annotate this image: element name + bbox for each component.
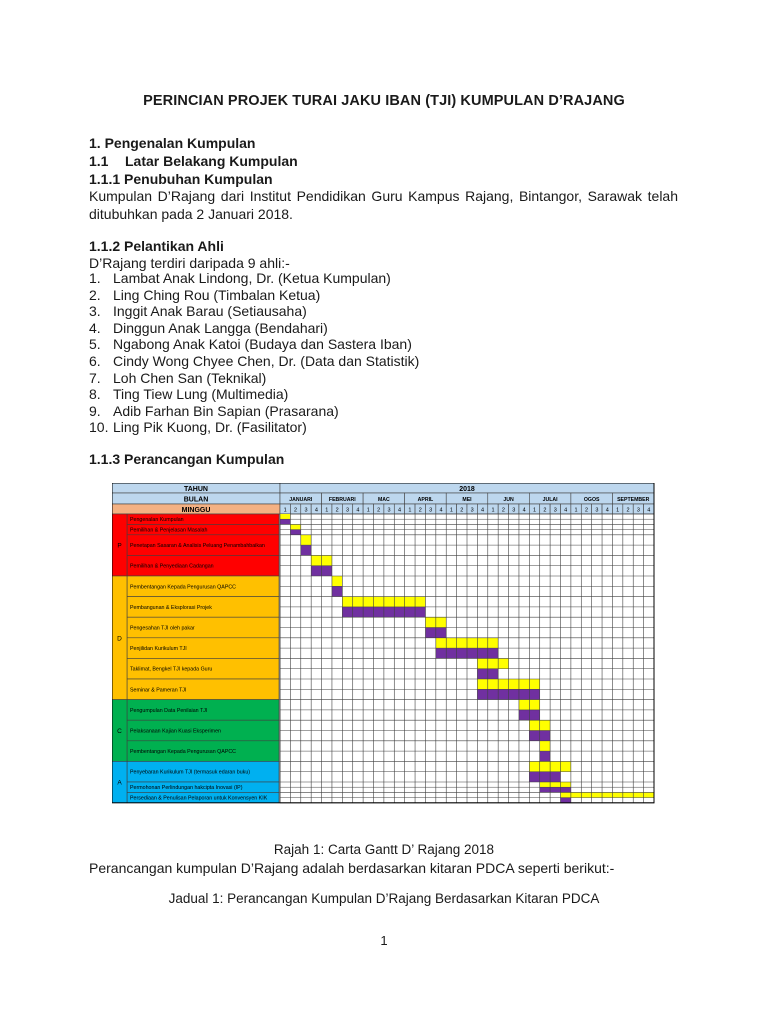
week-label: 1 xyxy=(408,507,412,514)
week-label: 1 xyxy=(574,507,578,514)
week-label: 2 xyxy=(418,507,422,514)
week-label: 4 xyxy=(356,507,360,514)
member-item xyxy=(89,419,419,436)
intro-paragraph-line-2: ditubuhkan pada 2 Januari 2018. xyxy=(89,206,293,222)
member-item xyxy=(89,270,419,287)
member-name: Inggit Anak Barau (Setiausaha) xyxy=(113,303,307,320)
month-label: SEPTEMBER xyxy=(617,497,650,503)
member-name: Loh Chen San (Teknikal) xyxy=(113,369,267,386)
plan-bar xyxy=(540,741,550,751)
week-label: 1 xyxy=(325,507,329,514)
member-item xyxy=(89,287,419,304)
page-number: 1 xyxy=(380,933,388,948)
plan-bar xyxy=(290,524,300,529)
member-name: Adib Farhan Bin Sapian (Prasarana) xyxy=(113,402,339,419)
week-label: 3 xyxy=(595,507,599,514)
task-label: Pengumpulan Data Penilaian TJI xyxy=(130,707,208,714)
week-label: 4 xyxy=(439,507,443,514)
section-heading-perancangan: 1.1.3 Perancangan Kumpulan xyxy=(89,451,285,467)
member-item xyxy=(89,370,419,387)
week-label: 1 xyxy=(491,507,495,514)
member-number: 1. xyxy=(89,270,101,286)
member-name: Ling Ching Rou (Timbalan Ketua) xyxy=(113,286,321,303)
week-label: 2 xyxy=(294,507,298,514)
member-number: 3. xyxy=(89,303,101,320)
section-heading-pelantikan: 1.1.2 Pelantikan Ahli xyxy=(89,238,224,254)
week-label: 4 xyxy=(605,507,609,514)
task-label: Pengesahan TJI oleh pakar xyxy=(130,625,195,632)
member-item xyxy=(89,303,419,320)
task-label: Pembentangan Kepada Pengurusan QAPCC xyxy=(130,584,237,591)
task-label: Permohonan Perlindungan hakcipta Inovasi (IP) xyxy=(130,785,243,792)
week-label: 3 xyxy=(512,507,516,514)
week-label: 4 xyxy=(314,507,318,514)
member-name: Cindy Wong Chyee Chen, Dr. (Data dan Statistik) xyxy=(113,352,420,369)
actual-bar xyxy=(290,530,300,535)
section-number-1-1: 1.1 xyxy=(89,153,109,169)
week-label: 4 xyxy=(481,507,485,514)
member-item xyxy=(89,336,419,353)
phase-code: A xyxy=(117,779,122,787)
week-label: 2 xyxy=(377,507,381,514)
header-tahun-label: TAHUN xyxy=(184,486,208,493)
actual-bar xyxy=(332,586,342,596)
member-list xyxy=(89,270,419,436)
task-label: Pembangunan & Eksplorasi Projek xyxy=(130,604,212,611)
month-label: OGOS xyxy=(583,497,600,503)
month-label: JUN xyxy=(503,497,514,503)
member-number: 8. xyxy=(89,386,101,403)
member-name: Dinggun Anak Langga (Bendahari) xyxy=(113,319,328,336)
week-label: 4 xyxy=(564,507,568,514)
header-year-label: 2018 xyxy=(459,486,475,493)
week-label: 2 xyxy=(460,507,464,514)
task-label: Penetapan Sasaran & Analisis Peluang Penambahbaikan xyxy=(130,543,265,550)
member-name: Ngabong Anak Katoi (Budaya dan Sastera Iban) xyxy=(113,336,412,353)
plan-bar xyxy=(332,576,342,586)
member-name: Ling Pik Kuong, Dr. (Fasilitator) xyxy=(113,419,307,436)
week-label: 4 xyxy=(522,507,526,514)
month-label: MAC xyxy=(377,497,390,503)
phase-code: D xyxy=(117,635,122,643)
member-item xyxy=(89,386,419,403)
member-item xyxy=(89,403,419,420)
task-label: Pengenalan Kumpulan xyxy=(130,517,184,524)
task-label: Pemilihan & Penyediaan Cadangan xyxy=(130,563,214,570)
actual-bar xyxy=(540,751,550,761)
month-label: FEBRUARI xyxy=(328,497,356,503)
section-heading-penubuhan: 1.1.1 Penubuhan Kumpulan xyxy=(89,171,273,187)
actual-bar xyxy=(280,519,290,524)
task-label: Pelaksanaan Kajian Kuasi Eksperimen xyxy=(130,728,221,735)
member-number: 5. xyxy=(89,336,101,353)
month-label: JANUARI xyxy=(289,497,313,503)
week-label: 2 xyxy=(584,507,589,514)
actual-bar xyxy=(540,787,571,792)
member-number: 6. xyxy=(89,352,101,369)
week-label: 3 xyxy=(387,507,391,514)
plan-bar xyxy=(561,792,655,797)
phase-code: P xyxy=(117,542,122,550)
week-label: 1 xyxy=(616,507,620,514)
week-label: 1 xyxy=(366,507,370,514)
week-label: 1 xyxy=(283,507,287,514)
week-label: 2 xyxy=(501,507,505,514)
task-label: Pembentangan Kepada Pengurusan QAPCC xyxy=(130,749,237,756)
gantt-chart xyxy=(112,483,656,841)
intro-paragraph-line-1: Kumpulan D’Rajang dari Institut Pendidikan Guru Kampus Rajang, Bintangor, Sarawak telah xyxy=(89,188,678,204)
task-label: Penjilidan Kurikulum TJI xyxy=(130,646,187,653)
month-label: APRIL xyxy=(417,497,434,503)
member-name: Lambat Anak Lindong, Dr. (Ketua Kumpulan) xyxy=(113,270,391,286)
table-caption: Jadual 1: Perancangan Kumpulan D’Rajang Berdasarkan Kitaran PDCA xyxy=(168,891,600,906)
plan-bar xyxy=(301,535,311,545)
member-name: Ting Tiew Lung (Multimedia) xyxy=(113,386,289,403)
week-label: 2 xyxy=(543,507,547,514)
member-number: 4. xyxy=(89,319,101,336)
member-number: 2. xyxy=(89,286,101,303)
plan-bar xyxy=(477,658,508,668)
task-label: Taklimat, Bengkel TJI kepada Guru xyxy=(130,666,213,673)
section-heading-pengenalan: 1. Pengenalan Kumpulan xyxy=(89,135,256,151)
week-label: 3 xyxy=(345,507,350,514)
actual-bar xyxy=(529,772,560,782)
week-label: 3 xyxy=(553,507,557,514)
member-number: 9. xyxy=(89,402,101,419)
week-label: 4 xyxy=(647,507,651,514)
header-minggu-label: MINGGU xyxy=(181,507,211,514)
member-number: 7. xyxy=(89,369,101,386)
actual-bar xyxy=(301,545,311,555)
document-title: PERINCIAN PROJEK TURAI JAKU IBAN (TJI) KUMPULAN D’RAJANG xyxy=(143,93,625,109)
member-item xyxy=(89,353,419,370)
plan-bar xyxy=(280,514,290,519)
week-label: 2 xyxy=(335,507,339,514)
task-label: Penyebaran Kurikulum TJI (termasuk edaran buku) xyxy=(130,769,251,776)
figure-caption: Rajah 1: Carta Gantt D’ Rajang 2018 xyxy=(273,842,495,857)
actual-bar xyxy=(561,798,571,803)
section-heading-latar-belakang: Latar Belakang Kumpulan xyxy=(125,153,298,169)
header-bulan-label: BULAN xyxy=(183,496,209,504)
task-label: Pemilihan & Penjelasan Masalah xyxy=(130,527,208,534)
phase-code: C xyxy=(117,728,122,735)
week-label: 3 xyxy=(304,507,308,514)
month-label: MEI xyxy=(462,497,472,503)
month-label: JULAI xyxy=(542,497,558,503)
week-label: 3 xyxy=(636,507,640,514)
task-label: Seminar & Pameran TJI xyxy=(130,687,187,694)
week-label: 3 xyxy=(470,507,474,514)
member-number: 10. xyxy=(89,419,109,436)
pdca-intro: Perancangan kumpulan D’Rajang adalah berdasarkan kitaran PDCA seperti berikut:- xyxy=(89,860,615,876)
members-intro: D’Rajang terdiri daripada 9 ahli:- xyxy=(89,255,290,271)
week-label: 4 xyxy=(397,507,402,514)
week-label: 1 xyxy=(449,507,453,514)
week-label: 2 xyxy=(626,507,630,514)
week-label: 3 xyxy=(429,507,433,514)
week-label: 1 xyxy=(532,507,537,514)
member-item xyxy=(89,320,419,337)
plan-bar xyxy=(540,782,571,787)
task-label: Persediaan & Penulisan Pelaporan untuk Konvensyen KIK xyxy=(130,795,268,802)
